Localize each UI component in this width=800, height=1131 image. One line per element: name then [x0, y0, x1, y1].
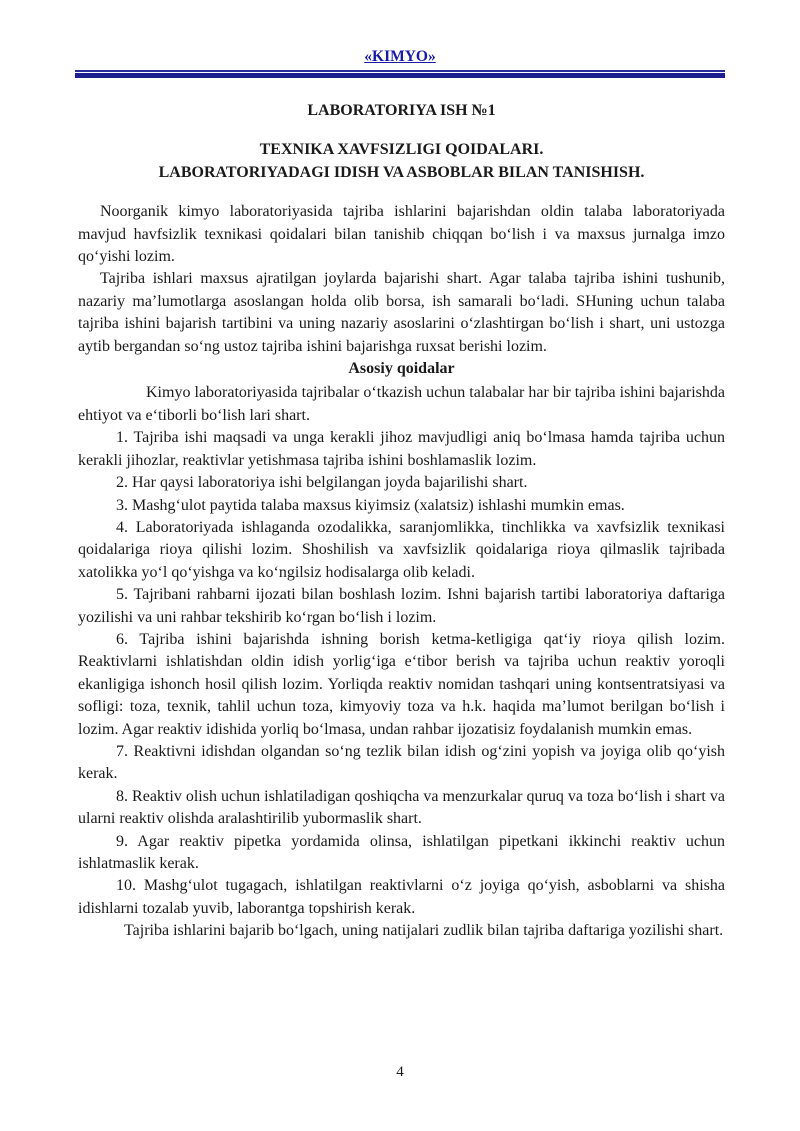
rule-item-5: 5. Tajribani rahbarni ijozati bilan boshlash lozim. Ishni bajarish tartibi laboratoriya daftariga yozilishi va uni rahbar tekshirib ko‘rgan bo‘lish i lozim.: [78, 586, 725, 626]
section-lead-paragraph: Kimyo laboratoriyasida tajribalar o‘tkazish uchun talabalar har bir tajriba ishini bajarishda ehtiyot va e‘tiborli bo‘lish lari shart.: [78, 384, 725, 424]
rule-item-6: 6. Tajriba ishini bajarishda ishning borish ketma-ketligiga qat‘iy rioya qilish lozim. Reaktivlarni ishlatishdan oldin idish yorlig‘iga e‘tibor berish va tajriba uchun reaktiv yoroqli ekanligiga ishonch hosil qilish lozim. Yorliqda reaktiv nomidan tashqari uning kontsentratsiyasi va sofligi: toza, texnik, tahlil uchun toza, kimyoviy toza va h.k. haqida ma’lumot berilgan bo‘lish i lozim. Agar reaktiv idishida yorliq bo‘lmasa, undan rahbar ijozatisiz foydalanish mumkin emas.: [78, 630, 725, 738]
intro-paragraph-2: Tajriba ishlari maxsus ajratilgan joylarda bajarishi shart. Agar talaba tajriba ishini tushunib, nazariy ma’lumotlarga asoslangan holda olib borsa, ish samarali bo‘ladi. SHuning uchun talaba tajriba ishini bajarish tartibini va uning nazariy asoslarini o‘zlashtirgan bo‘lish i shart, uni ustozga aytib bergandan so‘ng ustoz tajriba ishini bajarishga ruxsat berishi lozim.: [78, 270, 725, 355]
rule-item-4: 4. Laboratoriyada ishlaganda ozodalikka, saranjomlikka, tinchlikka va xavfsizlik texnikasi qoidalariga rioya qilishi lozim. Shoshilish va xavfsizlik qoidalariga rioya qilmaslik tajribada xatolikka yo‘l qo‘yishga va ko‘ngilsiz hodisalarga olib keladi.: [78, 518, 725, 581]
page-content: [78, 100, 725, 943]
main-title-line1: TEXNIKA XAVFSIZLIGI QOIDALARI.: [259, 141, 544, 159]
main-title-line2: LABORATORIYADAGI IDISH VA ASBOBLAR BILAN TANISHISH.: [158, 163, 645, 181]
main-title: [78, 139, 725, 184]
running-header: «KIMYO»: [364, 48, 436, 65]
lab-title: LABORATORIYA ISH №1: [307, 102, 496, 119]
page-number: 4: [396, 1064, 404, 1080]
intro-paragraph-1: Noorganik kimyo laboratoriyasida tajriba ishlarini bajarishdan oldin talaba laboratoriyada mavjud havfsizlik texnikasi qoidalari bilan tanishib chiqqan bo‘lish i va maxsus jurnalga imzo qo‘yishi lozim.: [78, 203, 725, 266]
section-heading: Asosiy qoidalar: [348, 360, 455, 378]
rule-item-10: 10. Mashg‘ulot tugagach, ishlatilgan reaktivlarni o‘z joyiga qo‘yish, asboblarni va shisha idishlarni tozalab yuvib, laborantga topshirish kerak.: [78, 877, 725, 917]
header-rule-thin: [75, 70, 725, 72]
rule-item-2: 2. Har qaysi laboratoriya ishi belgilangan joyda bajarilishi shart.: [116, 474, 528, 492]
header-rule-thick: [75, 73, 725, 78]
closing-paragraph: Tajriba ishlarini bajarib bo‘lgach, uning natijalari zudlik bilan tajriba daftariga yozilishi shart.: [124, 922, 724, 940]
rule-item-3: 3. Mashg‘ulot paytida talaba maxsus kiyimsiz (xalatsiz) ishlashi mumkin emas.: [116, 496, 625, 514]
rule-item-9: 9. Agar reaktiv pipetka yordamida olinsa, ishlatilgan pipetkani ikkinchi reaktiv uchun ishlatmaslik kerak.: [78, 832, 725, 872]
rule-item-1: 1. Tajriba ishi maqsadi va unga kerakli jihoz mavjudligi aniq bo‘lmasa hamda tajriba uchun kerakli jihozlar, reaktivlar yetishmasa tajriba ishini boshlamaslik lozim.: [78, 429, 725, 469]
rule-item-7: 7. Reaktivni idishdan olgandan so‘ng tezlik bilan idish og‘zini yopish va joyiga olib qo‘yish kerak.: [78, 742, 725, 783]
rule-item-8: 8. Reaktiv olish uchun ishlatiladigan qoshiqcha va menzurkalar quruq va toza bo‘lish i shart va ularni reaktiv olishda aralashtirilib yubormaslik shart.: [78, 787, 725, 828]
